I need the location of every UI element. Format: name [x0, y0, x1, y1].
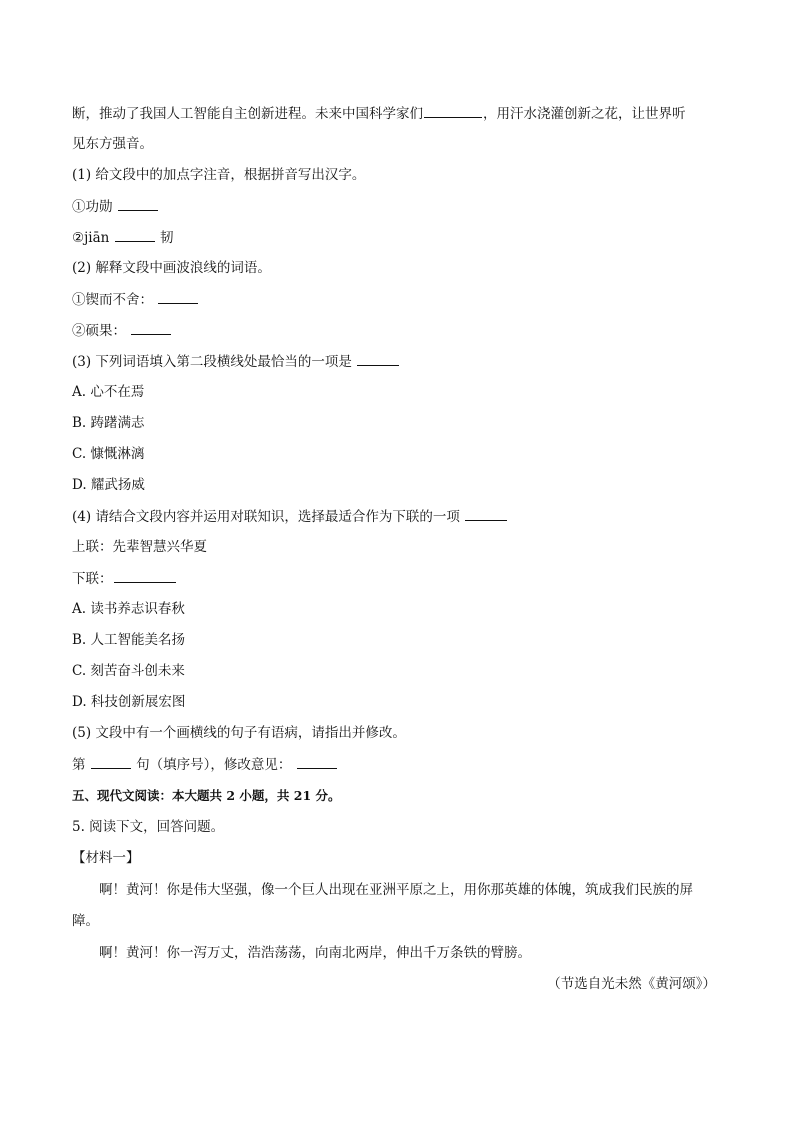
- item-label: ①锲而不舍：: [72, 292, 153, 308]
- option-c: C. 刻苦奋斗创未来: [72, 663, 185, 679]
- answer-blank: [297, 755, 337, 769]
- answer-blank: [114, 569, 176, 583]
- answer-blank: [357, 352, 399, 366]
- source-citation: （节选自光未然《黄河颂》）: [547, 976, 716, 992]
- question-1: (1) 给文段中的加点字注音，根据拼音写出汉字。: [72, 167, 366, 183]
- item-label: 下联：: [72, 571, 113, 587]
- text-segment: ，用汗水浇灌创新之花，让世界听: [483, 106, 686, 122]
- question-5-intro: 5. 阅读下文，回答问题。: [72, 819, 225, 835]
- question-2-item-a: [72, 290, 199, 309]
- question-4: [72, 507, 508, 526]
- question-text: (3) 下列词语填入第二段横线处最恰当的一项是: [72, 354, 352, 370]
- option-b: B. 踌躇满志: [72, 415, 145, 431]
- answer-blank: [115, 228, 155, 242]
- answer-blank: [465, 507, 507, 521]
- paragraph-line: [72, 104, 686, 123]
- option-d: D. 科技创新展宏图: [72, 694, 186, 710]
- question-2: (2) 解释文段中画波浪线的词语。: [72, 260, 271, 276]
- answer-blank: [158, 290, 198, 304]
- question-1-item-b: [72, 228, 173, 247]
- option-c: C. 慷慨淋漓: [72, 446, 145, 462]
- text-segment: 断，推动了我国人工智能自主创新进程。未来中国科学家们: [72, 106, 423, 122]
- answer-blank: [91, 755, 131, 769]
- question-text: (4) 请结合文段内容并运用对联知识，选择最适合作为下联的一项: [72, 509, 460, 525]
- answer-blank: [118, 197, 158, 211]
- item-label: ②jiān: [72, 230, 110, 246]
- poem-paragraph-cont: 障。: [72, 913, 99, 929]
- material-heading: 【材料一】: [72, 850, 140, 866]
- item-label: 句（填序号），修改意见：: [136, 757, 292, 773]
- question-3: [72, 352, 400, 371]
- couplet-upper: 上联：先辈智慧兴华夏: [72, 539, 207, 555]
- question-5: (5) 文段中有一个画横线的句子有语病，请指出并修改。: [72, 725, 406, 741]
- question-5-answer: [72, 755, 338, 774]
- option-b: B. 人工智能美名扬: [72, 632, 186, 648]
- option-a: A. 心不在焉: [72, 384, 145, 400]
- couplet-lower: [72, 569, 177, 588]
- option-a: A. 读书养志识春秋: [72, 601, 185, 617]
- item-label: ②硕果：: [72, 323, 126, 339]
- poem-paragraph: 啊！黄河！你一泻万丈，浩浩荡荡，向南北两岸，伸出千万条铁的臂膀。: [99, 945, 531, 961]
- item-label: 第: [72, 757, 86, 773]
- item-tail: 韧: [159, 230, 174, 246]
- section-heading: 五、现代文阅读：本大题共 2 小题，共 21 分。: [72, 788, 341, 803]
- answer-blank: [131, 321, 171, 335]
- paragraph-line: 见东方强音。: [72, 136, 153, 152]
- option-d: D. 耀武扬威: [72, 477, 145, 493]
- answer-blank: [424, 104, 482, 118]
- question-2-item-b: [72, 321, 172, 340]
- question-1-item-a: [72, 197, 159, 216]
- poem-paragraph: 啊！黄河！你是伟大坚强，像一个巨人出现在亚洲平原之上，用你那英雄的体魄，筑成我们民族的屏: [99, 882, 693, 898]
- item-label: ①功勋: [72, 199, 113, 215]
